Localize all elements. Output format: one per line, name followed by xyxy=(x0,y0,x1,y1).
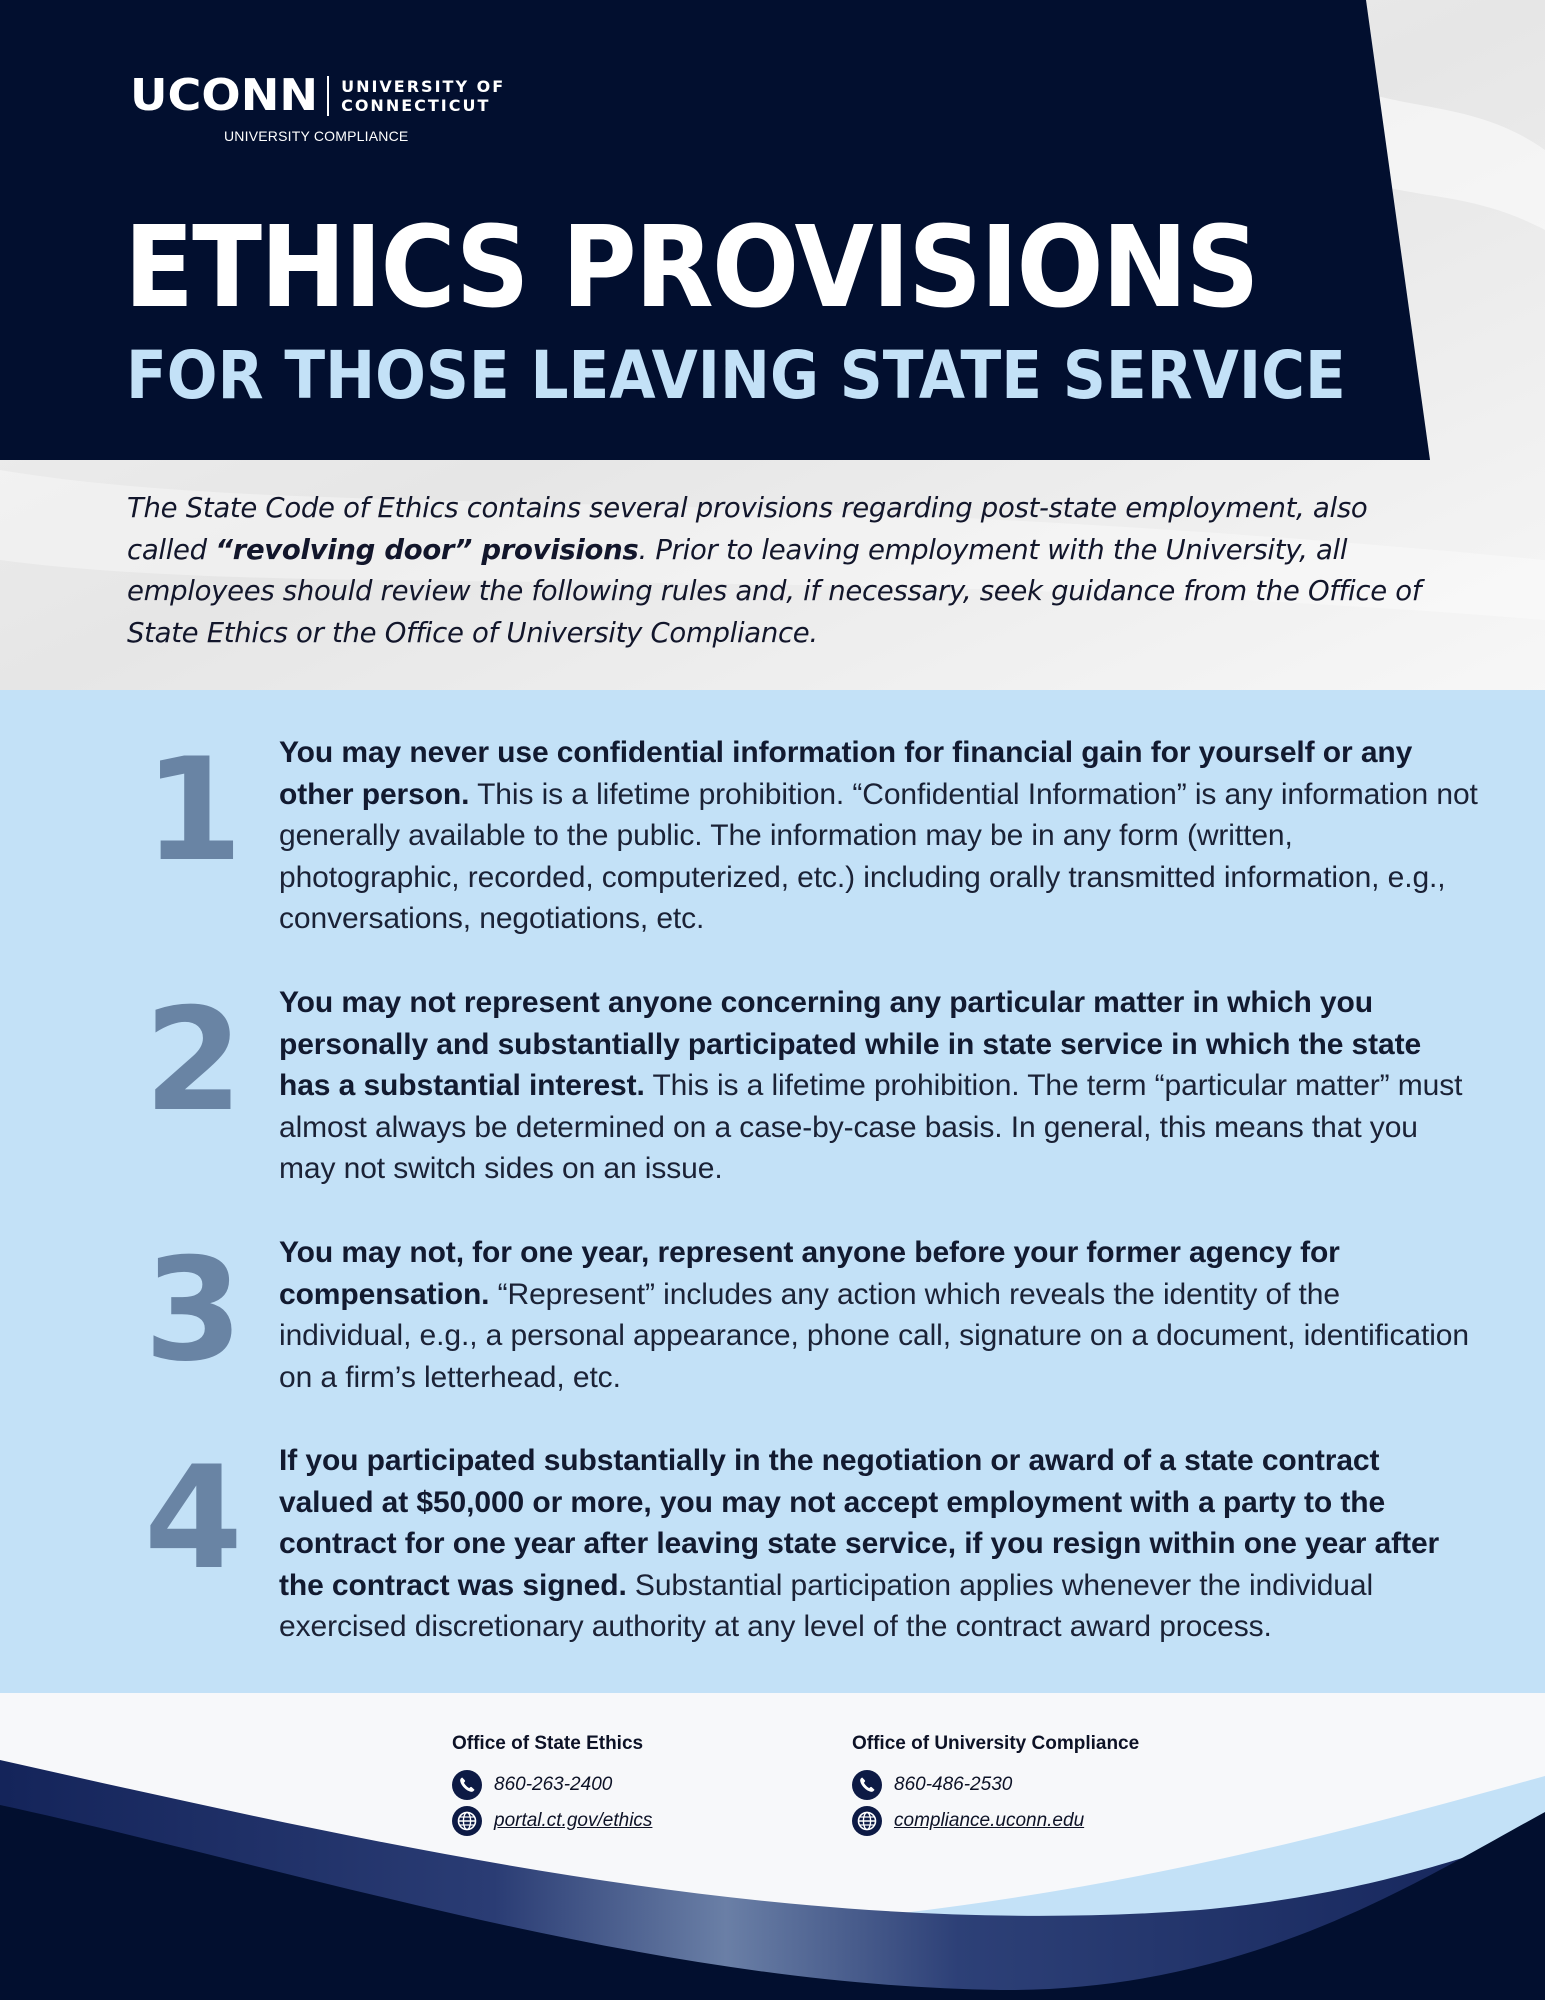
provision-bold-text: You may never use confidential information for financial gain for yourself or any other person. xyxy=(279,736,1413,811)
provision-number: 4 xyxy=(144,1436,243,1601)
provision-bold-text: You may not represent anyone concerning any particular matter in which you personally and substantially participated while in state service in which the state has a substantial interest. xyxy=(279,986,1422,1102)
department-label: UNIVERSITY COMPLIANCE xyxy=(224,128,409,144)
footer xyxy=(0,1693,1545,2000)
intro-text-before: The State Code of Ethics contains several provisions regarding post-state employment, also called xyxy=(127,492,1368,566)
provision-text xyxy=(279,982,1479,1190)
provision-number: 3 xyxy=(144,1228,243,1393)
uconn-logo xyxy=(130,70,506,121)
provision-bold-text: You may not, for one year, represent anyone before your former agency for compensation. xyxy=(279,1236,1340,1311)
intro-paragraph xyxy=(127,488,1437,654)
logo-university-name xyxy=(341,77,505,115)
intro-text-bold: “revolving door” provisions xyxy=(215,533,639,566)
contact-phone-row[interactable] xyxy=(852,1767,1139,1803)
provision-body-text: This is a lifetime prohibition. “Confidential Information” is any information not generally available to the public. The information may be in any form (written, photographic, recorded, computerized, etc.) including orally transmitted information, e.g., conversations, negotiations, etc. xyxy=(279,777,1478,935)
contact-phone: 860-486-2530 xyxy=(894,1774,1013,1795)
provision-body-text: “Represent” includes any action which reveals the identity of the individual, e.g., a personal appearance, phone call, signature on a document, identification on a firm’s letterhead, etc. xyxy=(279,1277,1469,1394)
page-subtitle: FOR THOSE LEAVING STATE SERVICE xyxy=(126,337,1346,414)
logo-wordmark: UCONN xyxy=(130,70,319,121)
provision-text xyxy=(279,1440,1479,1648)
header xyxy=(0,0,1545,460)
intro-text-after: . Prior to leaving employment with the University, all employees should review the following rules and, if necessary, seek guidance from the Office of State Ethics or the Office of University Compliance. xyxy=(127,533,1422,649)
provision-bold-text: If you participated substantially in the negotiation or award of a state contract valued at $50,000 or more, you may not accept employment with a party to the contract for one year after leaving state service, if you resign within one year after the contract was signed. xyxy=(279,1444,1440,1602)
provision-text xyxy=(279,732,1479,940)
logo-line-1: UNIVERSITY OF xyxy=(341,77,506,96)
contact-title: Office of University Compliance xyxy=(852,1733,1140,1754)
globe-icon xyxy=(852,1806,882,1836)
provision-body-text: This is a lifetime prohibition. The term “particular matter” must almost always be determined on a case-by-case basis. In general, this means that you may not switch sides on an issue. xyxy=(279,1069,1463,1185)
globe-icon xyxy=(452,1806,482,1836)
contact-university-compliance xyxy=(852,1731,1139,1839)
provision-body-text: Substantial participation applies whenever the individual exercised discretionary authority at any level of the contract award process. xyxy=(279,1568,1374,1643)
contact-title: Office of State Ethics xyxy=(452,1733,644,1754)
provisions-section xyxy=(0,690,1545,1693)
contact-phone: 860-263-2400 xyxy=(494,1774,613,1795)
logo-divider xyxy=(327,76,329,116)
contact-website-row[interactable] xyxy=(452,1803,652,1839)
contact-website-link[interactable]: portal.ct.gov/ethics xyxy=(494,1810,653,1831)
contact-website-link[interactable]: compliance.uconn.edu xyxy=(894,1810,1085,1831)
contact-website-row[interactable] xyxy=(852,1803,1139,1839)
page-title: ETHICS PROVISIONS xyxy=(124,203,1258,333)
phone-icon xyxy=(452,1770,482,1800)
contact-state-ethics xyxy=(452,1731,652,1839)
phone-icon xyxy=(852,1770,882,1800)
provision-text xyxy=(279,1232,1479,1398)
provision-number: 1 xyxy=(144,728,243,893)
provision-number: 2 xyxy=(144,978,243,1143)
logo-line-2: CONNECTICUT xyxy=(341,96,491,115)
contact-phone-row[interactable] xyxy=(452,1767,652,1803)
